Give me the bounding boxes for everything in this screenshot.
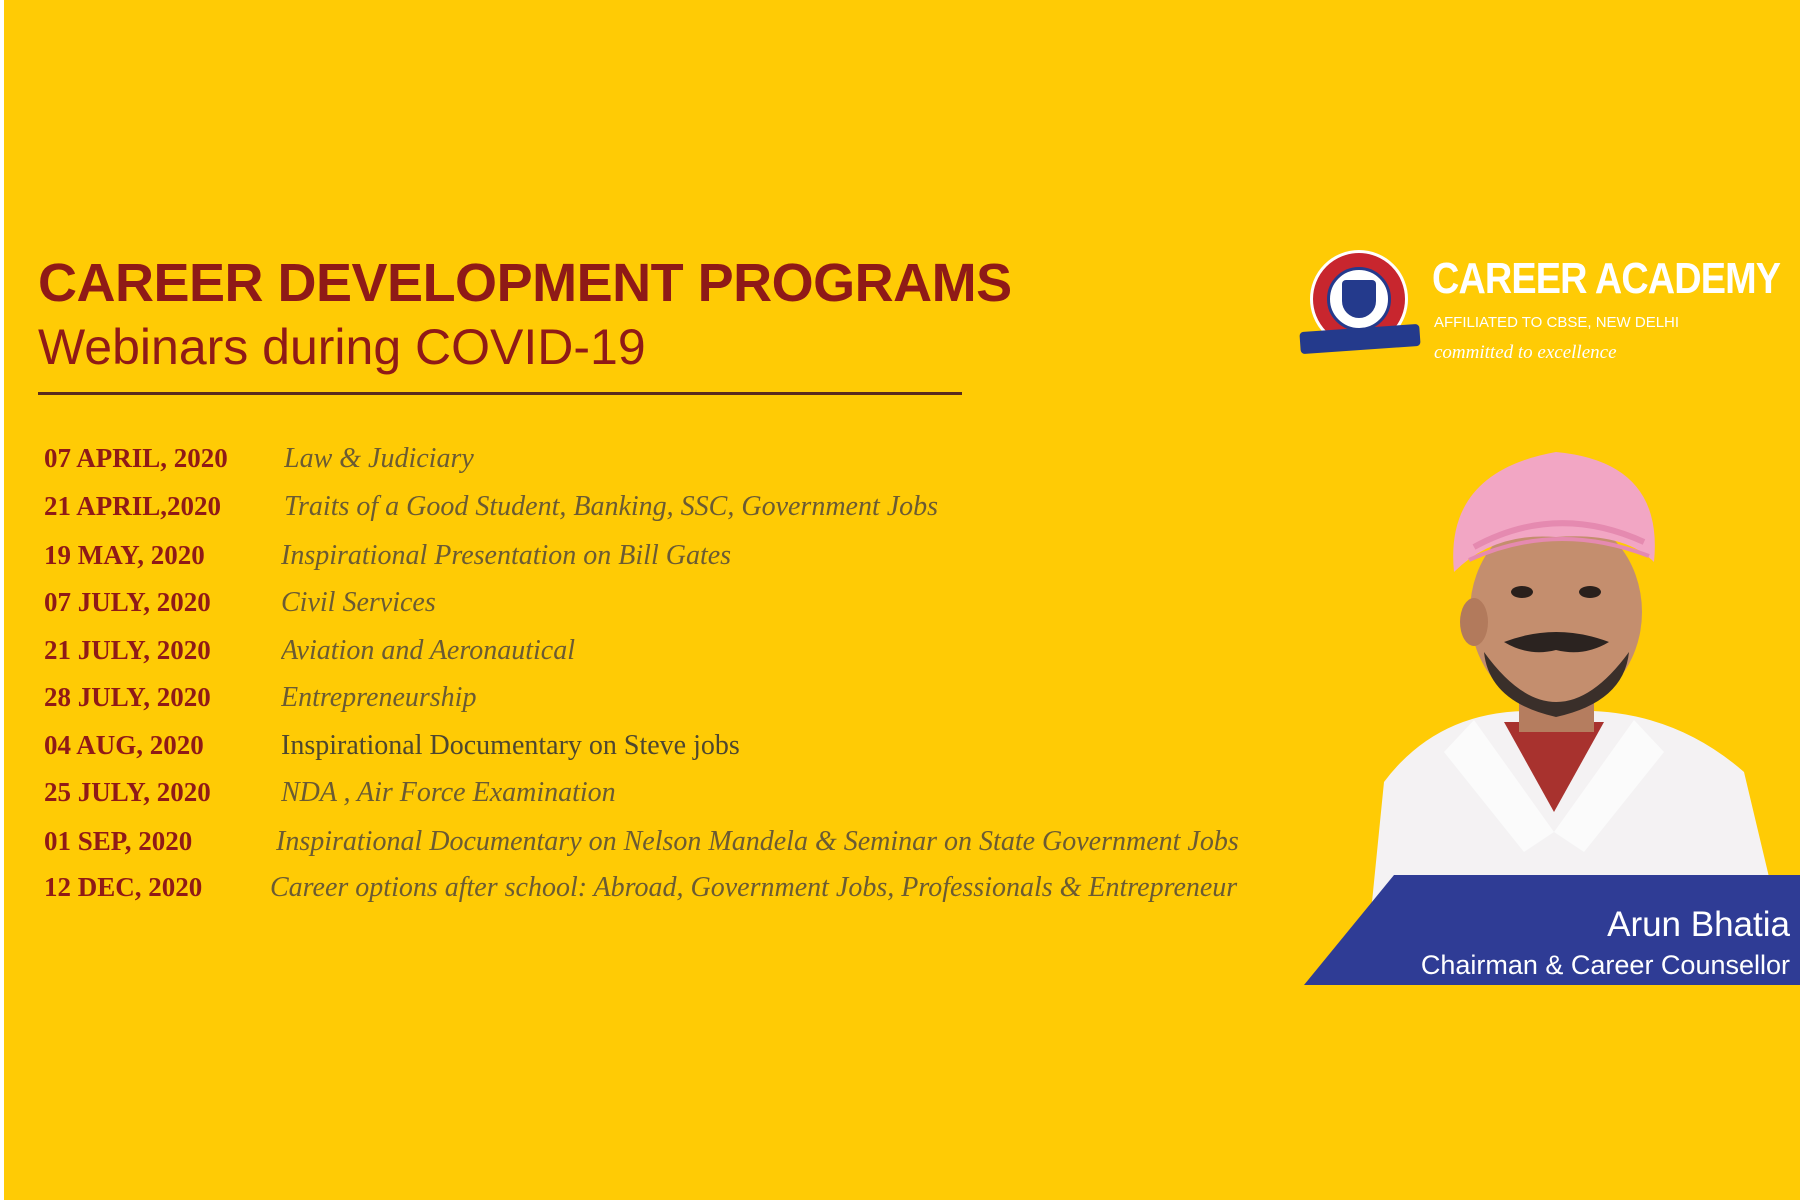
schedule-row [4, 491, 1404, 531]
schedule-row [4, 587, 1404, 627]
webinar-topic: Inspirational Documentary on Steve jobs [281, 730, 740, 761]
person-name: Arun Bhatia [1607, 905, 1790, 944]
schedule-row [4, 826, 1404, 866]
seal-ribbon [1299, 324, 1420, 354]
person-role: Chairman & Career Counsellor [1420, 950, 1790, 980]
webinar-date: 25 JULY, 2020 [44, 777, 211, 807]
brand-affiliation: AFFILIATED TO CBSE, NEW DELHI [1434, 314, 1680, 331]
webinar-date: 01 SEP, 2020 [44, 826, 193, 856]
webinar-topic: Law & Judiciary [284, 443, 474, 474]
schedule-row [4, 635, 1404, 675]
webinar-topic: Inspirational Documentary on Nelson Mandela & Seminar on State Government Jobs [276, 826, 1239, 857]
webinar-topic: Civil Services [281, 587, 436, 618]
brand-name: CAREER ACADEMY [1432, 254, 1781, 303]
webinar-topic: Career options after school: Abroad, Government Jobs, Professionals & Entrepreneur [270, 872, 1238, 903]
webinar-date: 21 JULY, 2020 [44, 635, 211, 665]
schedule-row [4, 777, 1404, 817]
webinar-topic: Entrepreneurship [281, 682, 477, 713]
webinar-date: 28 JULY, 2020 [44, 682, 211, 712]
schedule-row [4, 682, 1404, 722]
webinar-date: 04 AUG, 2020 [44, 730, 204, 760]
webinar-date: 21 APRIL,2020 [44, 491, 222, 521]
webinar-date: 07 JULY, 2020 [44, 587, 211, 617]
webinar-topic: Aviation and Aeronautical [281, 635, 575, 666]
webinar-date: 12 DEC, 2020 [44, 872, 203, 902]
webinar-topic: Inspirational Presentation on Bill Gates [281, 540, 732, 571]
webinar-date: 19 MAY, 2020 [44, 540, 205, 570]
brand-tagline: committed to excellence [1434, 342, 1617, 363]
schedule-row [4, 872, 1404, 912]
schedule-row [4, 730, 1404, 770]
page-subtitle: Webinars during COVID-19 [38, 319, 646, 375]
webinar-date: 07 APRIL, 2020 [44, 443, 228, 473]
webinar-schedule [4, 0, 1404, 1200]
webinar-topic: NDA , Air Force Examination [281, 777, 616, 808]
schedule-row [4, 540, 1404, 580]
page-title: CAREER DEVELOPMENT PROGRAMS [38, 253, 1012, 313]
schedule-row [4, 443, 1404, 483]
webinar-topic: Traits of a Good Student, Banking, SSC, Government Jobs [284, 491, 939, 522]
